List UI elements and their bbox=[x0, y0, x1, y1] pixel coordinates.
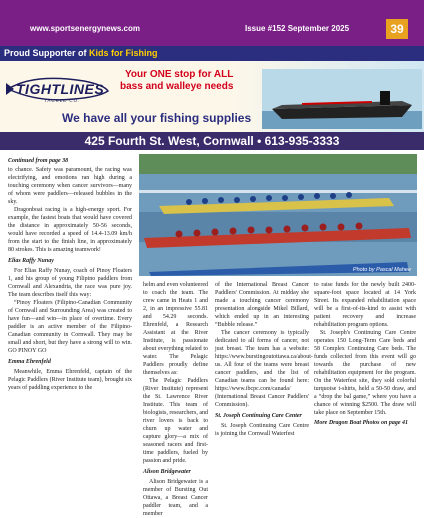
section-heading: St. Joseph Continuing Care Center bbox=[215, 413, 302, 419]
logo-main-text: TIGHTLINES bbox=[16, 81, 105, 97]
paragraph: “Pinoy Floaters (Filipino-Canadian Community of Cornwall and Surrounding Area) was created to have fun—and win—in place of overtime. Every paddler is an active member of the Filipino-Canadian community in Cornwall. They may be small and short, but they have a strong will to win. GO PINOY GO bbox=[8, 300, 132, 354]
tightlines-logo bbox=[4, 71, 112, 107]
paragraph: Meanwhile, Emma Ehrenfeld, captain of the Pelagic Paddlers (River Institute team), brought six years of paddling experience to the bbox=[8, 369, 132, 391]
website-url[interactable]: www.sportsenergynews.com bbox=[30, 24, 140, 33]
paragraph: to chance. Safety was paramount, the racing was electrifying, and emotions ran high during a touching ceremony when cancer survivors—many of whom were paddlers—released bubbles in the sky. bbox=[8, 167, 132, 205]
paragraph: St. Joseph's Continuing Care Centre operates 150 Long-Term Care beds and 58 Complex Continuing Care beds. The funds collected from this event will go towards the purchase of new rehabilitation equipment for the program. On the Waterfest site, they sold colorful turquoise t-shirts, held a 50-50 draw, and a “drop the bal game,” where you have a chance of winning $2500. The draw will take place on September 15th. bbox=[314, 330, 416, 416]
paragraph: St. Joseph Continuing Care Centre is joining the Cornwall Waterfest bbox=[215, 423, 309, 437]
section-heading: Elias Raffy Nunay bbox=[8, 258, 54, 264]
photo-credit: Photo by Pascal Mahee bbox=[352, 267, 411, 273]
continued-note: Continued from page 38 bbox=[8, 158, 69, 164]
ad-tagline-1: Your ONE stop for ALL bbox=[125, 69, 234, 80]
advertisement-banner bbox=[0, 46, 424, 150]
paragraph: of the International Breast Cancer Paddlers' Commission. At midday she made a touching cancer ceremony presentation alongside Mikel Billard, which ended up in an interesting “Bubble release.” bbox=[215, 282, 309, 328]
article-column-1 bbox=[8, 157, 132, 392]
ad-address-bar[interactable]: 425 Fourth St. West, Cornwall • 613-935-3333 bbox=[0, 132, 424, 150]
ad-top-highlight: Kids for Fishing bbox=[89, 48, 158, 58]
dragon-boat-race-image bbox=[139, 154, 417, 276]
paragraph: to raise funds for the newly built 2400-square-foot space located at 14 York Street. Its expanded rehabilitation space will be a first-of-its-kind to assist with patient recovery and increase rehabilitation program options. bbox=[314, 282, 416, 328]
ad-top-prefix: Proud Supporter of bbox=[4, 48, 89, 58]
paragraph: helm and even volunteered to coach the team. The crew came in Heats 1 and 2, in an impressive 55.81 and 54.29 seconds. Ehrenfeld, a Research Assistant at the River Institute, is passionate about everything related to water. The Pelagic Paddlers proudly define themselves as: bbox=[143, 282, 208, 376]
logo-sub-text: TACKLE CO. bbox=[44, 98, 81, 103]
bass-boat-icon bbox=[262, 69, 422, 129]
ad-tagline-3: We have all your fishing supplies bbox=[62, 111, 252, 125]
issue-label: Issue #152 September 2025 bbox=[245, 24, 350, 33]
page-number: 39 bbox=[386, 19, 408, 39]
paragraph: The Pelagic Paddlers (River Institute) represent the St. Lawrence River Institute. This team of biologists, researchers, and river lovers is back to churn up water and capture glory—a mix of seasoned racers and first-time paddlers, fueled by passion and pride. bbox=[143, 378, 208, 464]
section-heading: Alison Bridgewater bbox=[143, 469, 191, 475]
paragraph: The cancer ceremony is typically dedicated to all forms of cancer, not just breast. The team has a website: https://www.burstingoutottawa.ca/about-us. All four of the teams were breast cancer paddlers, and the list of Canadian teams can be found here: https://www.ibcpc.com/canada/ (International Breast Cancer Paddlers' Commission). bbox=[215, 330, 313, 408]
ad-tagline-2: bass and walleye needs bbox=[120, 81, 234, 92]
paragraph: Dragonboat racing is a high-energy sport. For example, the fastest boats that would have covered the distance in approximately 50-56 seconds, would have recorded a speed of 14.4-13.09 km/h from the start to the finish line, in approximately 80 strokes. This is amazing teamwork! bbox=[8, 207, 132, 253]
ad-top-strip bbox=[0, 46, 424, 61]
article-column-2 bbox=[143, 281, 208, 518]
more-photos-link[interactable]: More Dragon Boat Photos on page 41 bbox=[314, 420, 409, 426]
article-column-4 bbox=[314, 281, 416, 428]
section-heading: Emma Ehrenfeld bbox=[8, 359, 51, 365]
ad-body bbox=[0, 61, 424, 132]
article-column-3 bbox=[215, 281, 313, 438]
paragraph: For Elias Raffy Nunay, coach of Pinoy Floaters 1, and his group of young Filipino paddlers from Cornwall and Alexandria, the race was pure joy. The team describes itself this way: bbox=[8, 268, 132, 298]
paragraph: Alison Bridgewater is a member of Bursting Out Ottawa, a Breast Cancer paddler team, and a member bbox=[143, 479, 208, 517]
dragon-boat-photo bbox=[139, 154, 417, 276]
page-header bbox=[0, 0, 424, 46]
